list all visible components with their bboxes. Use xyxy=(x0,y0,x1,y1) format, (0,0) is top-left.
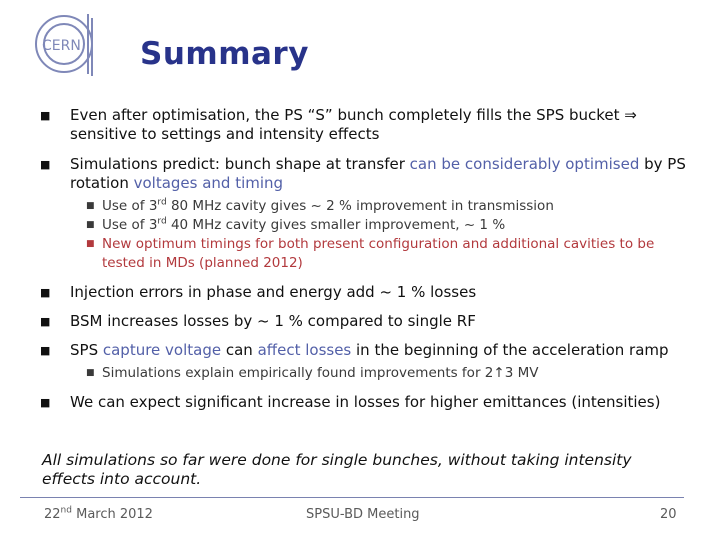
bullet-marker: ■ xyxy=(86,201,95,211)
bullet-item: ■ Injection errors in phase and energy add ~ 1 % losses xyxy=(40,283,477,301)
sub-bullet-item: ■ New optimum timings for both present configuration and additional cavities to be tested in MDs (planned 2012) xyxy=(86,236,655,271)
bullet-marker: ■ xyxy=(86,220,95,230)
bullet-marker: ■ xyxy=(40,109,51,122)
bullet-item: ■ Simulations predict: bunch shape at transfer can be considerably optimised by PS rotation voltages and timing xyxy=(40,155,686,192)
svg-text:CERN: CERN xyxy=(42,38,81,54)
sub-bullet-item: ■ Use of 3rd 80 MHz cavity gives ~ 2 % improvement in transmission xyxy=(86,197,554,214)
sub-bullet-item: ■ Use of 3rd 40 MHz cavity gives smaller improvement, ~ 1 % xyxy=(86,216,506,233)
footer-date: 22nd March 2012 xyxy=(44,505,153,522)
arrow-up-icon: ↑ xyxy=(493,365,505,381)
sub-bullet-item: ■ Simulations explain empirically found improvements for 2↑3 MV xyxy=(86,365,539,381)
bullet-item: ■ Even after optimisation, the PS “S” bunch completely fills the SPS bucket ⇒ sensitive to settings and intensity effects xyxy=(40,106,637,143)
bullet-marker: ■ xyxy=(40,396,51,409)
bullet-marker: ■ xyxy=(40,286,51,299)
bullet-marker: ■ xyxy=(40,344,51,357)
footer-divider xyxy=(20,497,684,498)
bullet-marker: ■ xyxy=(40,158,51,171)
bullet-list xyxy=(40,106,690,412)
cern-logo xyxy=(30,10,102,82)
bullet-marker: ■ xyxy=(86,368,95,378)
bullet-item: ■ We can expect significant increase in losses for higher emittances (intensities) xyxy=(40,393,661,411)
bullet-item: ■ SPS capture voltage can affect losses in the beginning of the acceleration ramp xyxy=(40,341,669,359)
footer-page-number: 20 xyxy=(660,507,677,522)
bullet-marker: ■ xyxy=(86,239,95,249)
slide-title: Summary xyxy=(140,36,309,72)
bullet-marker: ■ xyxy=(40,315,51,328)
bullet-item: ■ BSM increases losses by ~ 1 % compared to single RF xyxy=(40,312,476,330)
footer-meeting: SPSU-BD Meeting xyxy=(306,507,420,522)
conclusion-note: All simulations so far were done for single bunches, without taking intensity effects into account. xyxy=(42,451,632,488)
